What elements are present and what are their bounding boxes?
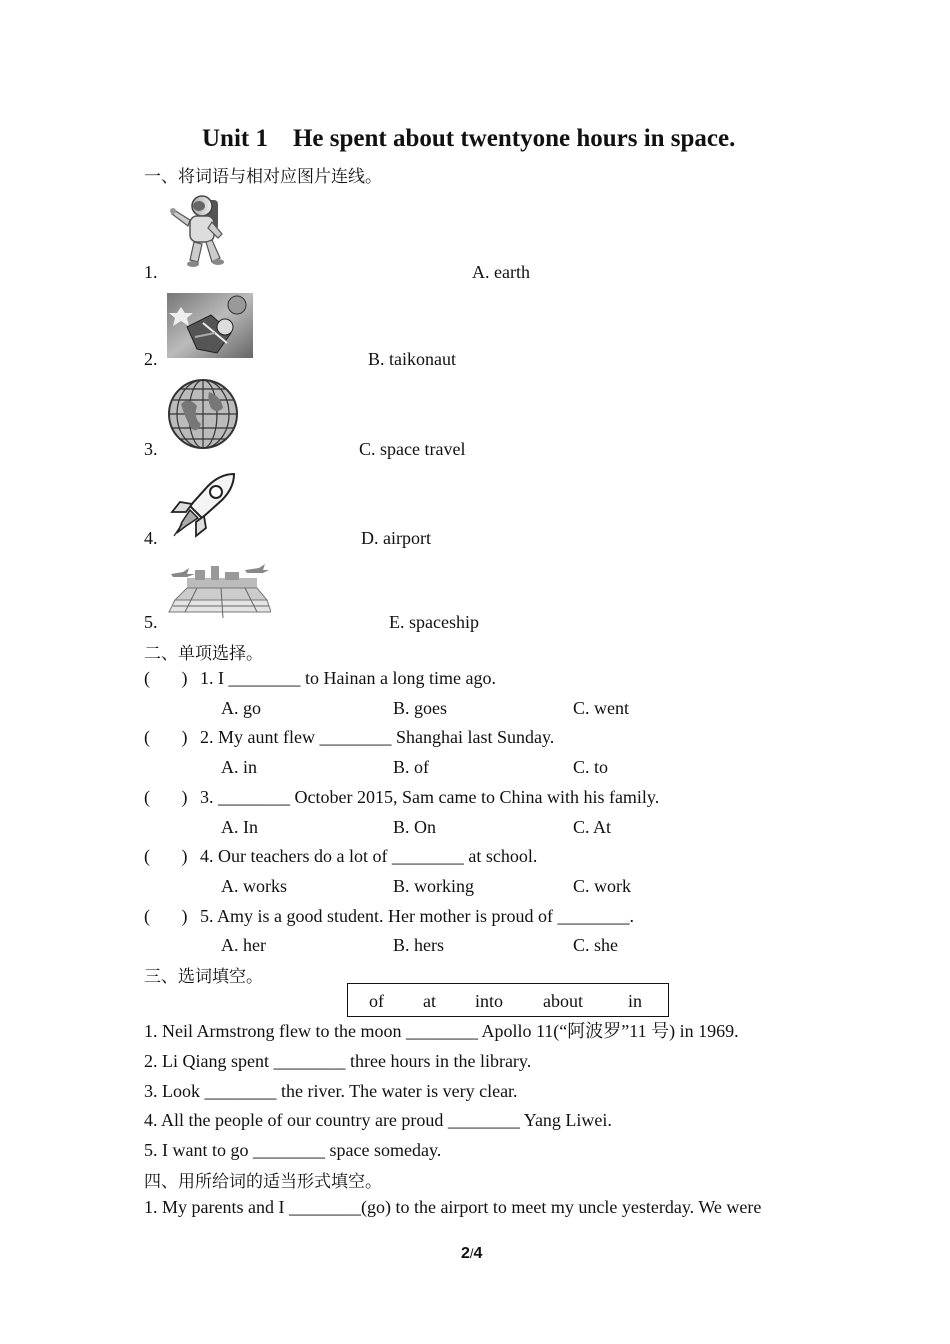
item-2-number: 2. [144,349,158,369]
fill-sentence-2: 2. Li Qiang spent ________ three hours in the library. [144,1051,532,1071]
q2-option-b: B. of [393,757,429,777]
word-bank-word: about [543,991,583,1011]
word-bank-word: of [369,991,384,1011]
q3-option-c: C. At [573,817,612,837]
astronaut-icon [168,192,234,274]
total-pages: 4 [473,1245,483,1262]
option-c: C. space travel [359,439,466,459]
word-bank-box [347,983,669,1017]
q1-option-c: C. went [573,698,629,718]
current-page: 2 [461,1245,470,1262]
option-a: A. earth [472,262,530,282]
question-2: 2. My aunt flew ________ Shanghai last Sunday. [200,727,555,747]
question-1: 1. I ________ to Hainan a long time ago. [200,668,496,688]
q3-option-b: B. On [393,817,437,837]
word-bank-word: into [475,991,504,1011]
globe-icon [167,378,239,450]
answer-paren-2[interactable]: ( ) [144,727,188,747]
q2-option-a: A. in [221,757,257,777]
item-3-number: 3. [144,439,158,459]
fill-sentence-3: 3. Look ________ the river. The water is very clear. [144,1081,518,1101]
q2-option-c: C. to [573,757,609,777]
form-sentence-1: 1. My parents and I ________(go) to the airport to meet my uncle yesterday. We were [144,1197,762,1217]
q4-option-a: A. works [221,876,287,896]
section-1-heading: 一、将词语与相对应图片连线。 [144,167,382,187]
section-3-heading: 三、选词填空。 [144,967,263,987]
item-5-number: 5. [144,612,158,632]
answer-paren-5[interactable]: ( ) [144,906,188,926]
section-2-heading: 二、单项选择。 [144,644,263,664]
q3-option-a: A. In [221,817,258,837]
item-4-number: 4. [144,528,158,548]
q5-option-a: A. her [221,935,266,955]
fill-sentence-1: 1. Neil Armstrong flew to the moon ________ Apollo 11(“阿波罗”11 号) in 1969. [144,1021,739,1041]
fill-sentence-4: 4. All the people of our country are proud ________ Yang Liwei. [144,1110,612,1130]
page-title: Unit 1 He spent about twentyone hours in space. [202,125,736,152]
option-e: E. spaceship [389,612,479,632]
option-b: B. taikonaut [368,349,456,369]
answer-paren-3[interactable]: ( ) [144,787,188,807]
section-4-heading: 四、用所给词的适当形式填空。 [144,1172,382,1192]
q1-option-a: A. go [221,698,261,718]
item-1-number: 1. [144,262,158,282]
q5-option-c: C. she [573,935,618,955]
question-5: 5. Amy is a good student. Her mother is proud of ________. [200,906,634,926]
answer-paren-1[interactable]: ( ) [144,668,188,688]
page-separator: / [469,1246,474,1261]
answer-paren-4[interactable]: ( ) [144,846,188,866]
word-bank-word: at [423,991,436,1011]
option-d: D. airport [361,528,431,548]
word-bank-word: in [628,991,643,1011]
q4-option-c: C. work [573,876,631,896]
q5-option-b: B. hers [393,935,444,955]
question-4: 4. Our teachers do a lot of ________ at school. [200,846,538,866]
airport-icon [167,562,271,618]
question-3: 3. ________ October 2015, Sam came to China with his family. [200,787,660,807]
q1-option-b: B. goes [393,698,447,718]
fill-sentence-5: 5. I want to go ________ space someday. [144,1140,442,1160]
page-number [461,1245,482,1263]
q4-option-b: B. working [393,876,474,896]
rocket-icon [168,470,240,540]
space-travel-icon [167,293,253,358]
